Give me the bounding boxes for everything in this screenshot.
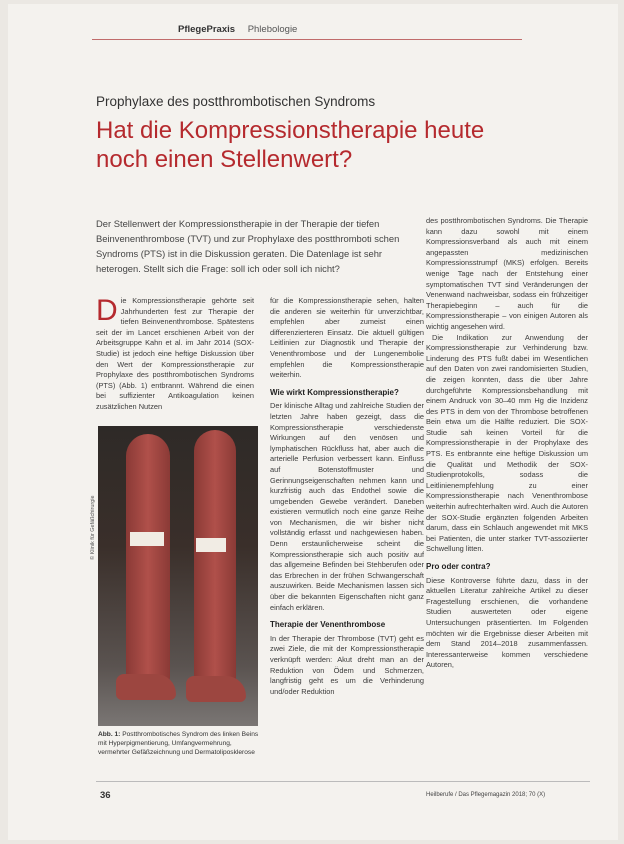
subheading: Pro oder contra? (426, 562, 491, 571)
journal-reference: Heilberufe / Das Pflegemagazin 2018; 70 (X) (426, 792, 546, 798)
subheading: Therapie der Venenthrombose (270, 620, 386, 630)
leg-right-shape (194, 430, 236, 682)
foot-shape (186, 676, 246, 702)
text-column-2 (270, 296, 424, 756)
figure-caption (98, 730, 260, 757)
photo-credit: © Klinik für Gefäßchirurgie (90, 495, 96, 560)
footer-rule (96, 781, 590, 782)
paragraph: Die Indikation zur Anwendung der Kompressionstherapie zur Verhinderung bzw. Linderung des PTS fußt dabei im Wesentlichen auf den Daten von zwei randomisierten Studien, die zeigen konnten, dass die über Jahre durchgeführte Kompressionsbehandlung mit einem Andruck von 30–40 mm Hg die Inzidenz des PTS in dem von der Thrombose betroffenen Bein etwa um die Hälfte reduziert. Die SOX-Studie sah keinen Vorteil für die Kompressionstherapie in der Prophylaxe des PTS. Es entbrannte eine heftige Diskussion um die Qualität und Methodik der SOX-Studienprotokolls, sodass die Leitlinienempfehlung zu einer Kompressionstherapie nach Venenthrombose weiterhin aufrechterhalten wird. Auch die Autoren der SOX-Studie ergänzten folgenden Arbeiten darum, dass ein Schlauch angewendet mit MKS bei Patienten, die unter starker TVT-assoziierter Schwellung litten. (426, 332, 588, 554)
text-column-3 (426, 216, 588, 756)
article-kicker: Prophylaxe des postthrombotischen Syndroms (96, 94, 376, 109)
leg-left-shape (126, 434, 170, 682)
paragraph: des postthrombotischen Syndroms. Die Therapie kann dazu sowohl mit einem Kompressionsverband als auch mit einem angepassten medizinischen Kompressionsstrumpf (MKS) erfolgen. Bereits wenige Tage nach der Entstehung einer symptomatischen TVT sind Veränderungen der Venenwand nachweisbar, sodass ein frühzeitiger Therapiebeginn – auch für die Kompressionstherapie – von einigen Autoren als wichtig angesehen wird. (426, 216, 588, 331)
bandage-shape (130, 532, 164, 546)
paragraph-text: ie Kompressionstherapie gehörte seit Jahrhunderten fest zur Therapie der tiefen Beinvenenthrombose. Spätestens seit der im Lancet erschienen Arbeit von der Arbeitsgruppe Kahn et al. im Jahr 2014 (SOX-Studie) ist jedoch eine heftige Diskussion über den Wert der Kompressionstherapie zur Prophylaxe des postthrombotischen Syndroms (PTS) (Abb. 1) entbrannt. Während die einen bei suffizienter Antikoagulation keinen zusätzlichen Nutzen (96, 296, 254, 411)
caption-label: Abb. 1: (98, 731, 121, 738)
article-title: Hat die Kompressionstherapie heute noch einen Stellenwert? (96, 117, 485, 173)
text-column-1 (96, 296, 254, 416)
paragraph: Diese Kontroverse führte dazu, dass in der aktuellen Literatur zahlreiche Artikel zu dieser Fragestellung erschienen, die vorhandene Studien auswerteten oder eigene Untersuchungen präsentierten. Im Folgenden möchten wir die Ergebnisse dieser Arbeiten mit dem Stand 2014–2018 zusammenfassen. Interessanterweise kommen verschiedene Autoren, (426, 575, 588, 670)
figure-photo (98, 426, 258, 726)
bandage-shape (196, 538, 226, 552)
page-number: 36 (100, 790, 111, 801)
subheading: Wie wirkt Kompressionstherapie? (270, 387, 399, 397)
article-lead: Der Stellenwert der Kompressionstherapie in der Therapie der tiefen Beinvenenthrombose (TVT) und zur Prophylaxe des postthromboti schen Syndroms (PTS) ist in die Diskussion geraten. Die Datenlage ist sehr heterogen. Stellt sich die Frage: soll ich oder soll ich nicht? (96, 218, 400, 274)
foot-shape (116, 674, 176, 700)
paragraph (96, 296, 254, 413)
caption-text: Postthrombotisches Syndrom des linken Beins mit Hyperpigmentierung, Umfangvermehrung, vermehrter Gefäßzeichnung und Dermatoliposklerose (98, 731, 259, 756)
header-topic: Phlebologie (247, 24, 298, 35)
paragraph: Der klinische Alltag und zahlreiche Studien der letzten Jahre haben gezeigt, dass die Kompressionstherapie verschiedenste Wirkungen auf den venösen und lymphatischen Rückfluss hat, aber auch die arterielle Perfusion verbessert kann. Einfluss auf Botenstoffmuster und Gerinnungseigenschaften nehmen kann und kurzfristig auch das Endothel sowie die umgebenden Gewebe verändert. Daneben existieren vermutlich noch eine ganze Reihe von Mechanismen, die wir bisher nicht vollständig erfasst und nachgewiesen haben. Denn erstaunlicherweise scheint die Kompressionstherapie sich auch positiv auf das allgemeine Befinden bei Stehberufen oder das Erbrechen in der frühen Schwangerschaft auszuwirken. Beide Mechanismen lassen sich über die bekannten Eigenschaften nicht ganz einfach erklären. (270, 401, 424, 612)
header-rule (92, 39, 522, 40)
drop-cap: D (96, 296, 118, 327)
running-header (178, 24, 297, 35)
header-section: PflegePraxis (178, 24, 236, 35)
paragraph: In der Therapie der Thrombose (TVT) geht es zwei Ziele, die mit der Kompressionstherapie verknüpft werden: Akut dreht man an der Reduktion von Ödem und Schmerzen, langfristig geht es um die Verhinderung und/oder Reduktion (270, 633, 424, 696)
paragraph: für die Kompressionstherapie sehen, halten die anderen sie weiterhin für unverzichtbar, empfehlen aber zumeist einen differenzierteren Einsatz. Die aktuell gültigen Leitlinien zur Diagnostik und Therapie der Venenthrombose und der Lungenembolie empfehlen die Kompressionstherapie weiterhin. (270, 296, 424, 380)
